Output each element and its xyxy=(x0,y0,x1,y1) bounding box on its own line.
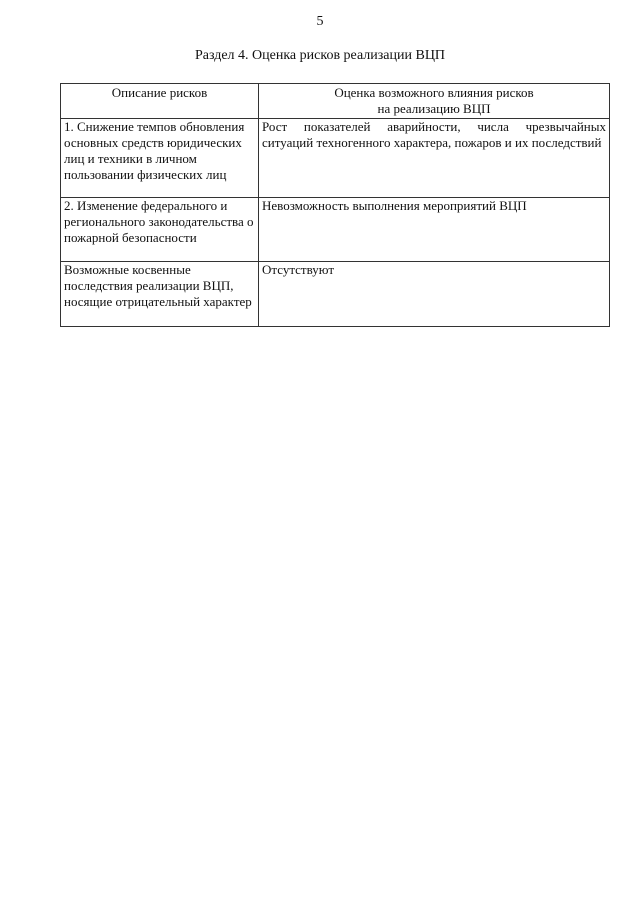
risk-description-cell: 2. Изменение федерального и регионального законодательства о пожарной безопасности xyxy=(61,198,259,262)
impact-assessment-cell: Рост показателей аварийности, числа чрезвычайных ситуаций техногенного характера, пожаров и их последствий xyxy=(259,119,610,198)
header-impact-line-1: Оценка возможного влияния рисков xyxy=(334,85,534,100)
risk-description-cell: Возможные косвенные последствия реализации ВЦП, носящие отрицательный характер xyxy=(61,262,259,327)
header-impact-line-2: на реализацию ВЦП xyxy=(377,101,491,116)
table-row xyxy=(61,198,610,262)
risk-description-cell: 1. Снижение темпов обновления основных средств юридических лиц и техники в личном пользовании физических лиц xyxy=(61,119,259,198)
section-title: Раздел 4. Оценка рисков реализации ВЦП xyxy=(194,48,446,63)
impact-assessment-cell: Невозможность выполнения мероприятий ВЦП xyxy=(259,198,610,262)
table-row xyxy=(61,119,610,198)
impact-assessment-cell: Отсутствуют xyxy=(259,262,610,327)
table-row xyxy=(61,262,610,327)
table-header-row xyxy=(61,84,610,119)
header-impact-assessment xyxy=(259,84,610,119)
header-risk-description: Описание рисков xyxy=(61,84,259,119)
page-number: 5 xyxy=(316,14,324,29)
risk-assessment-table xyxy=(60,83,610,327)
